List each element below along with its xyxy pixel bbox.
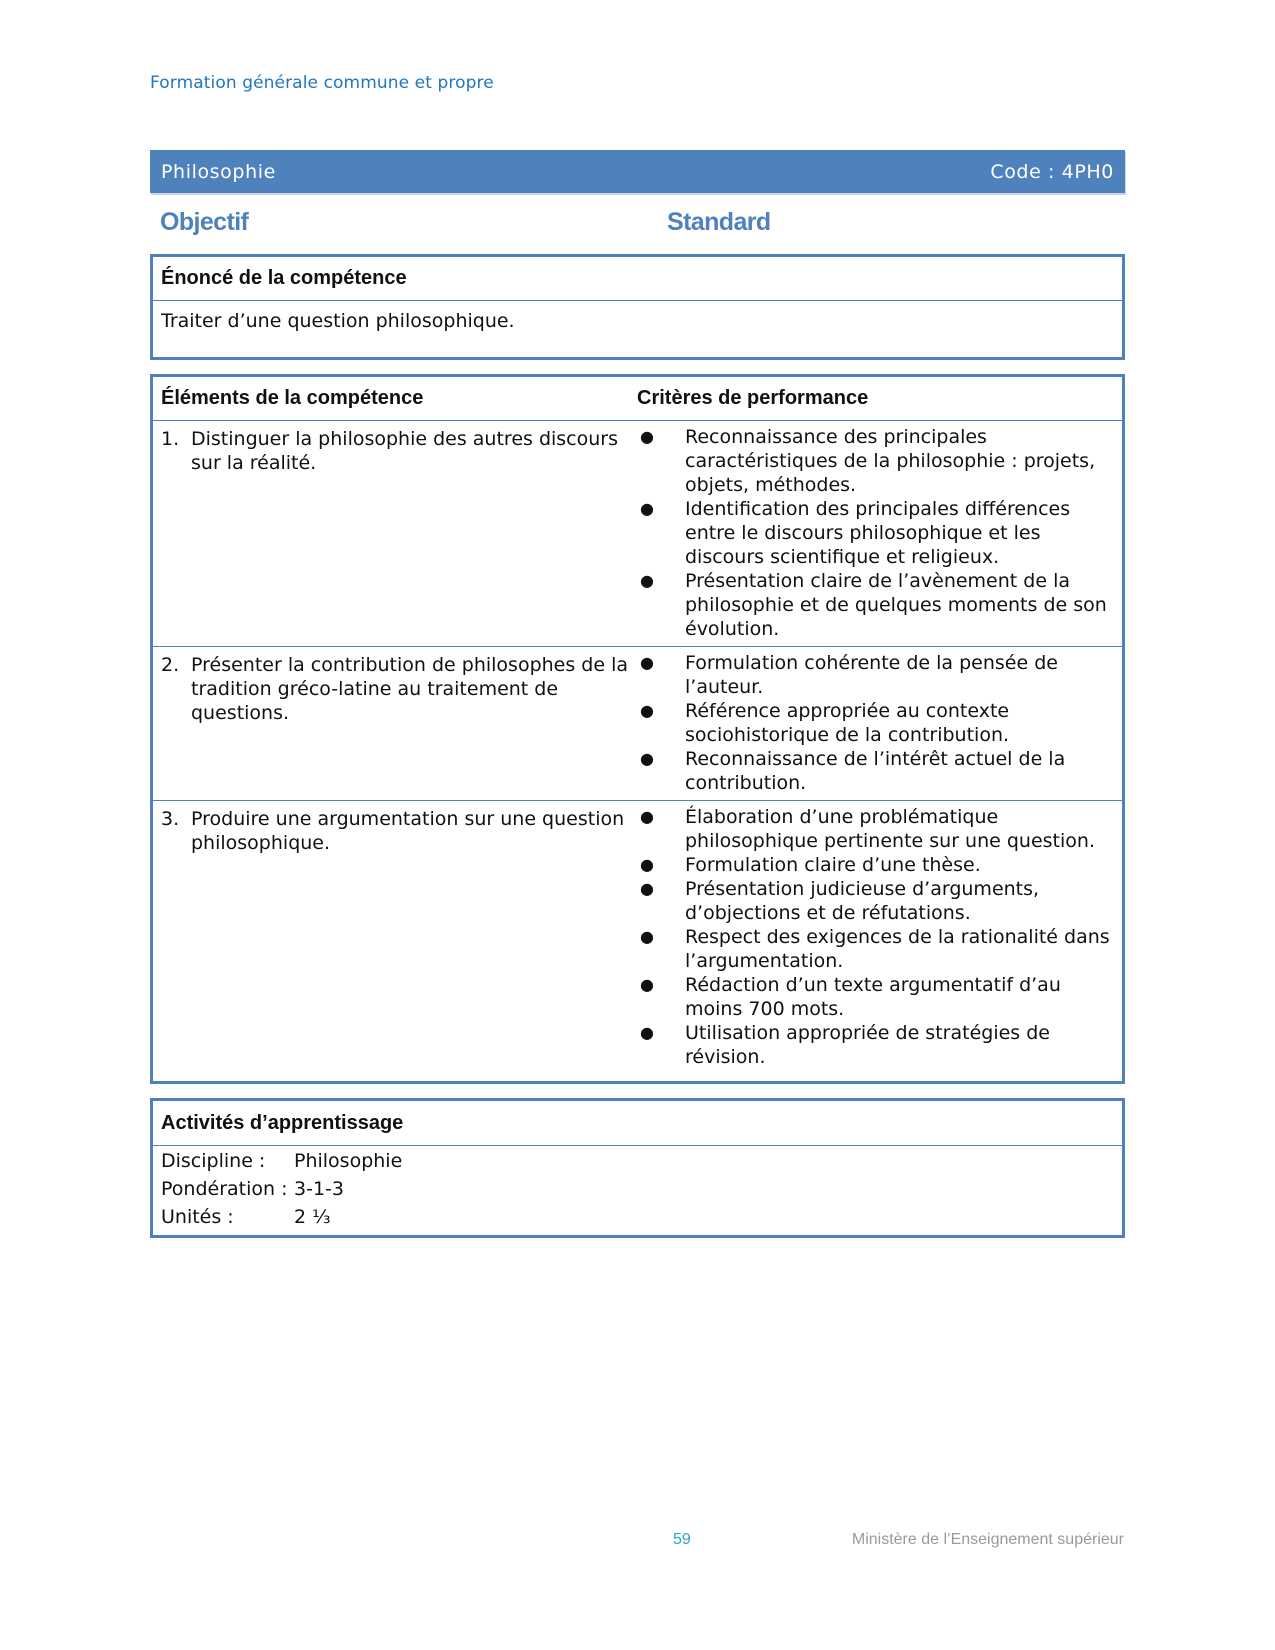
bullet-icon: ● [640, 499, 654, 518]
element-cell [153, 801, 637, 1071]
bullet-icon: ● [640, 879, 654, 898]
enonce-text: Traiter d’une question philosophique. [161, 310, 515, 332]
criterion-item [637, 853, 1122, 877]
header-criteres: Critères de performance [637, 387, 869, 409]
criterion-text: Reconnaissance des principales caractéristiques de la philosophie : projets, objets, méthodes. [685, 426, 1096, 496]
criterion-text: Rédaction d’un texte argumentatif d’au moins 700 mots. [685, 974, 1061, 1020]
criterion-item [637, 973, 1122, 1021]
criterion-text: Reconnaissance de l’intérêt actuel de la contribution. [685, 748, 1066, 794]
activity-value: 2 ⅓ [294, 1206, 331, 1228]
activity-label: Pondération : [161, 1178, 288, 1200]
elements-table-header [153, 377, 1122, 421]
bullet-icon: ● [640, 427, 654, 446]
enonce-header: Énoncé de la compétence [153, 257, 1122, 301]
table-row [153, 801, 1122, 1071]
criterion-text: Présentation judicieuse d’arguments, d’objections et de réfutations. [685, 878, 1040, 924]
criterion-item [637, 805, 1122, 853]
course-code: Code : 4PH0 [990, 160, 1114, 183]
course-type-row [160, 208, 1120, 237]
bullet-icon: ● [640, 807, 654, 826]
criterion-text: Élaboration d’une problématique philosophique pertinente sur une question. [685, 806, 1095, 852]
type-standard: Standard [667, 208, 771, 236]
element-text: Présenter la contribution de philosophes de la tradition gréco-latine au traitement de questions. [191, 654, 629, 724]
activites-header: Activités d’apprentissage [153, 1101, 1122, 1146]
activity-label: Unités : [161, 1206, 234, 1228]
criterion-item [637, 425, 1122, 497]
table-row [153, 647, 1122, 801]
activites-section [150, 1098, 1125, 1238]
criterion-item [637, 925, 1122, 973]
footer-organization: Ministère de l’Enseignement supérieur [851, 1531, 1124, 1548]
enonce-section [150, 254, 1125, 360]
running-header: Formation générale commune et propre [150, 73, 494, 93]
bullet-icon: ● [640, 571, 654, 590]
element-cell [153, 421, 637, 646]
activity-row-discipline [153, 1147, 1122, 1175]
bullet-icon: ● [640, 855, 654, 874]
element-cell [153, 647, 637, 800]
header-elements: Éléments de la compétence [161, 387, 424, 409]
criterion-item [637, 699, 1122, 747]
criterion-item [637, 497, 1122, 569]
activity-row-unites [153, 1203, 1122, 1231]
activity-value: Philosophie [294, 1150, 403, 1172]
element-number: 2. [161, 654, 180, 676]
criterion-text: Utilisation appropriée de stratégies de révision. [685, 1022, 1050, 1068]
elements-table [150, 374, 1125, 1084]
element-number: 1. [161, 428, 180, 450]
course-title: Philosophie [161, 160, 276, 183]
bullet-icon: ● [640, 749, 654, 768]
criterion-item [637, 1021, 1122, 1069]
bullet-icon: ● [640, 975, 654, 994]
element-text: Produire une argumentation sur une question philosophique. [191, 808, 625, 854]
bullet-icon: ● [640, 927, 654, 946]
criterion-item [637, 747, 1122, 795]
criteria-cell [637, 647, 1122, 800]
criterion-item [637, 651, 1122, 699]
criteria-cell [637, 801, 1122, 1071]
bullet-icon: ● [640, 701, 654, 720]
table-row [153, 421, 1122, 647]
activity-label: Discipline : [161, 1150, 266, 1172]
criterion-text: Référence appropriée au contexte sociohistorique de la contribution. [685, 700, 1010, 746]
criterion-text: Présentation claire de l’avènement de la philosophie et de quelques moments de son évolution. [685, 570, 1107, 640]
element-number: 3. [161, 808, 180, 830]
criterion-text: Formulation claire d’une thèse. [685, 854, 981, 876]
criterion-text: Formulation cohérente de la pensée de l’auteur. [685, 652, 1058, 698]
criterion-item [637, 877, 1122, 925]
criterion-item [637, 569, 1122, 641]
activity-value: 3-1-3 [294, 1178, 344, 1200]
course-title-bar [150, 150, 1125, 193]
criterion-text: Respect des exigences de la rationalité dans l’argumentation. [685, 926, 1110, 972]
element-text: Distinguer la philosophie des autres discours sur la réalité. [191, 428, 619, 474]
bullet-icon: ● [640, 653, 654, 672]
criterion-text: Identification des principales différences entre le discours philosophique et les discours scientifique et religieux. [685, 498, 1071, 568]
criteria-cell [637, 421, 1122, 646]
page-number: 59 [673, 1531, 691, 1548]
activity-row-ponderation [153, 1175, 1122, 1203]
bullet-icon: ● [640, 1023, 654, 1042]
type-objectif: Objectif [160, 208, 249, 236]
